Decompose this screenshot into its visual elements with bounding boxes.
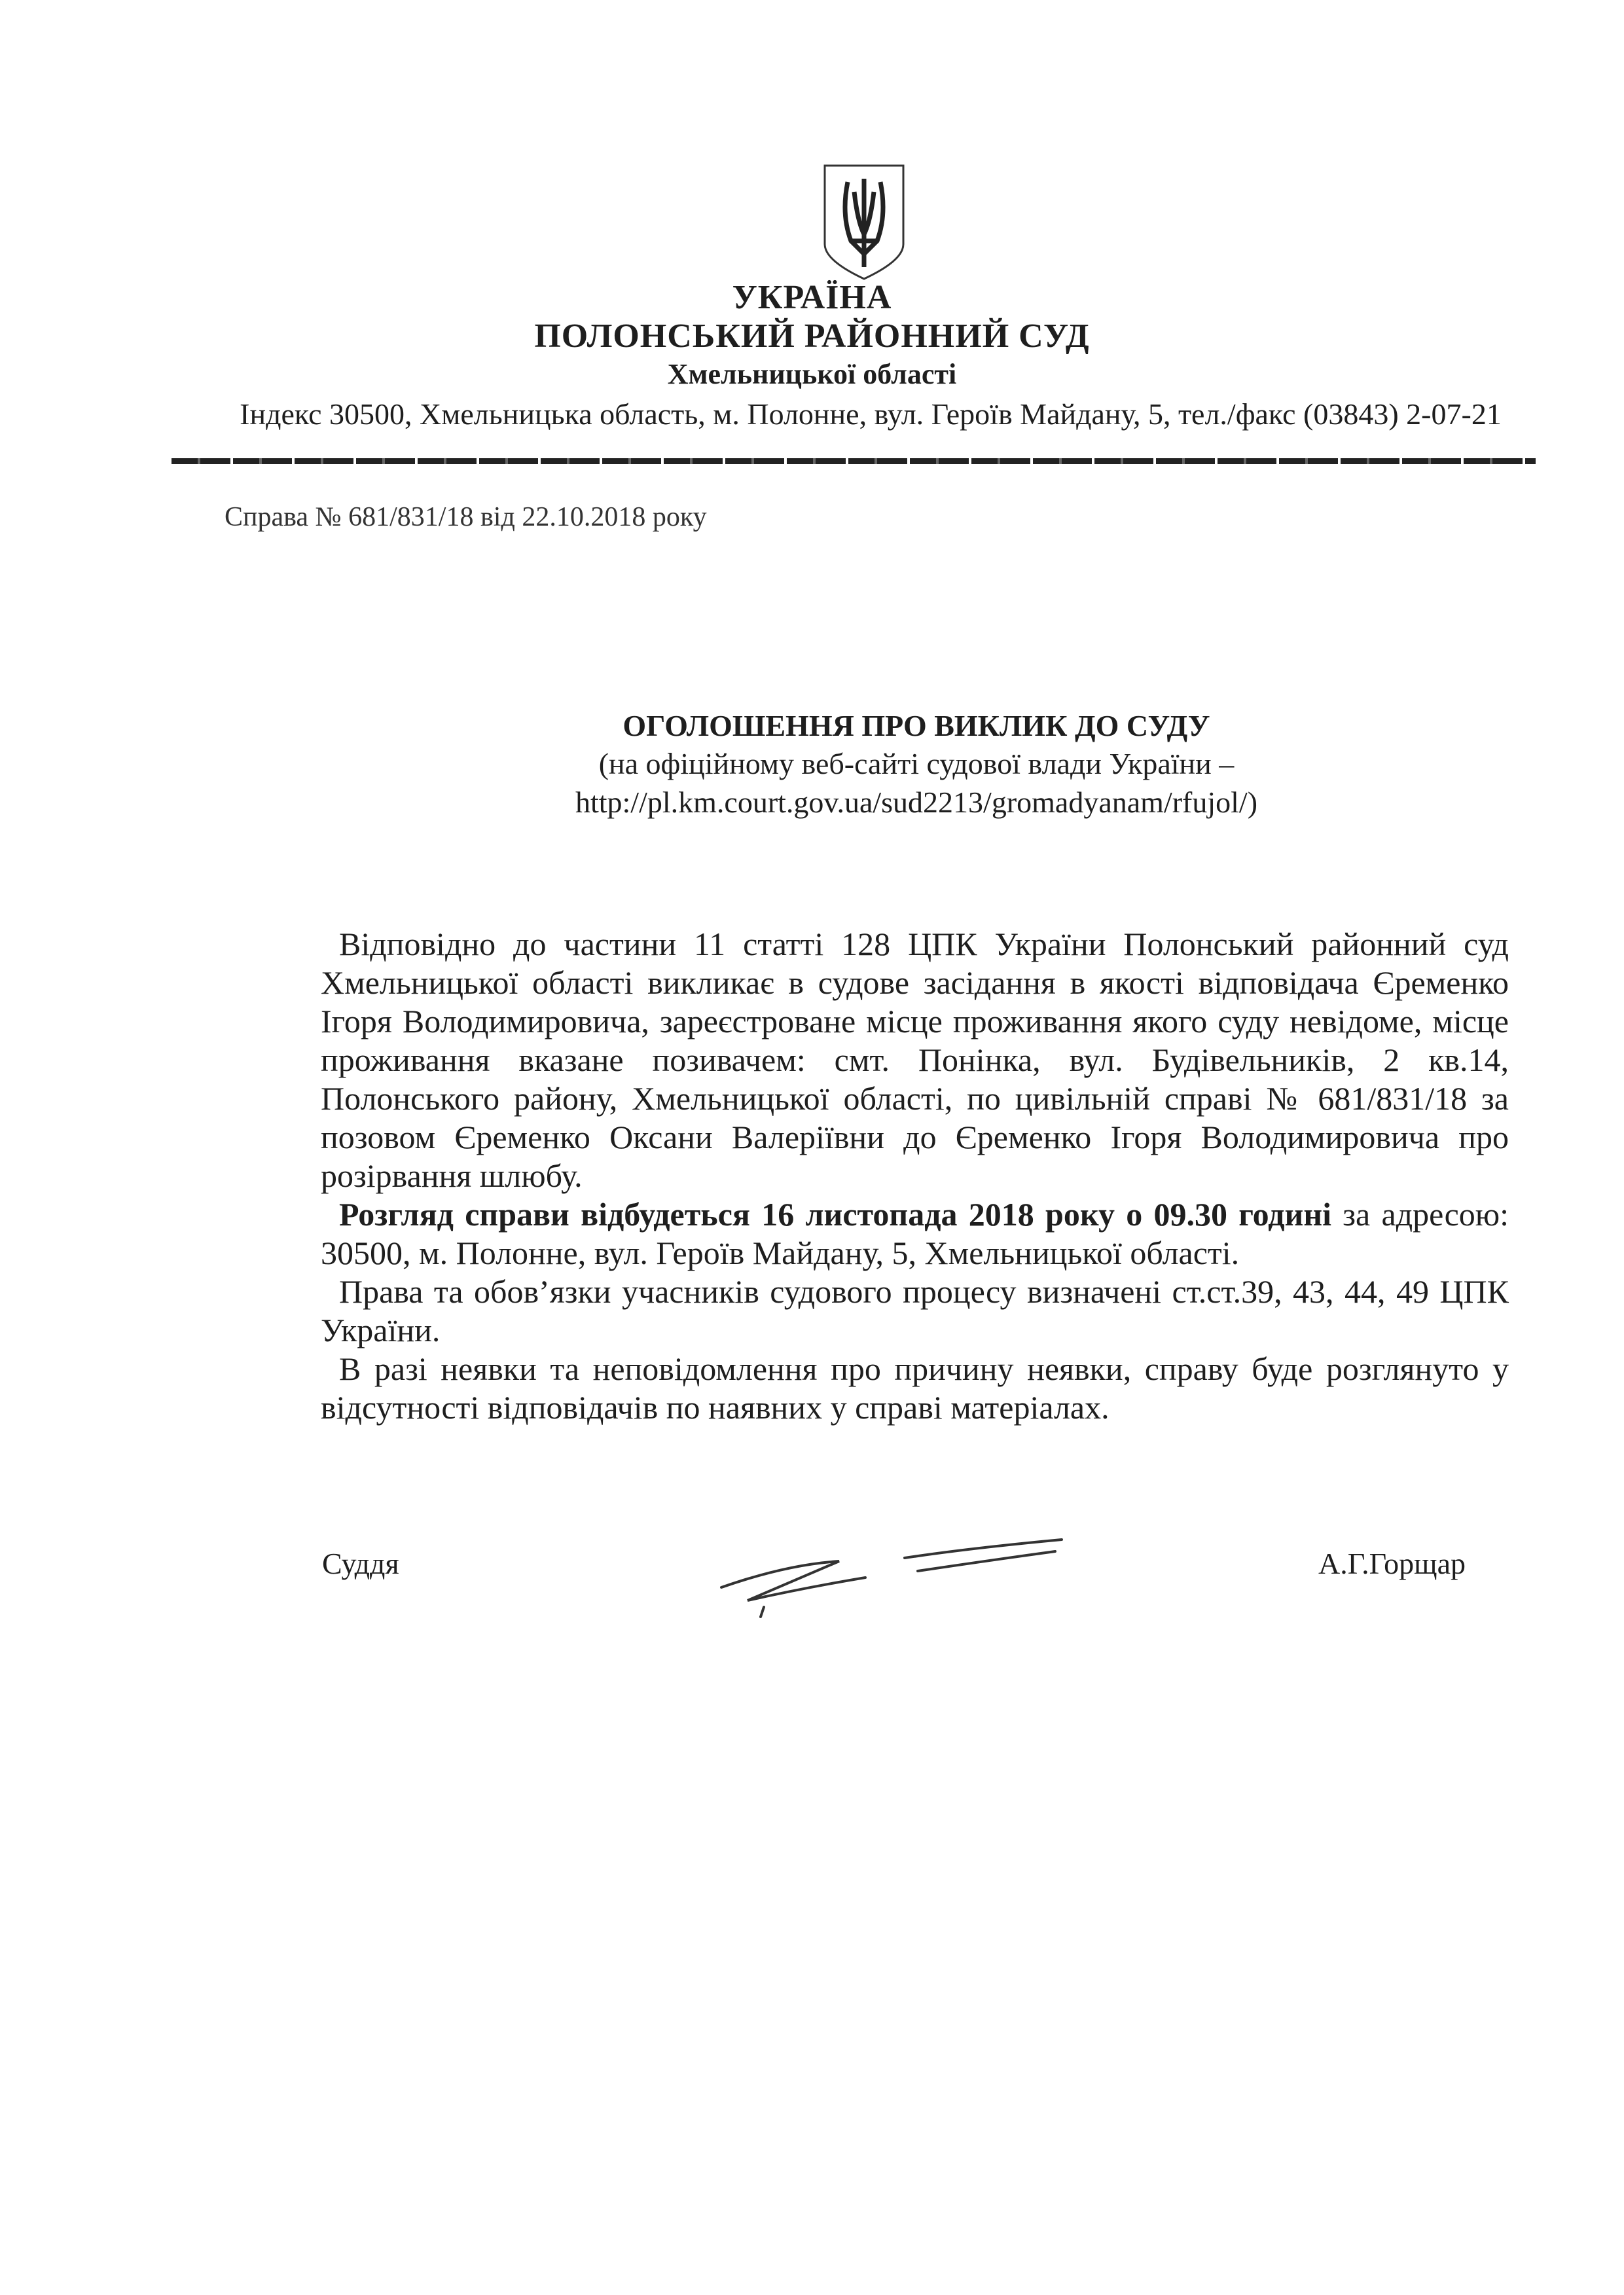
court-address: Індекс 30500, Хмельницька область, м. Полонне, вул. Героїв Майдану, 5, тел./факс (03843) 2-07-21: [240, 397, 1502, 431]
coat-of-arms-icon: [821, 162, 907, 280]
paragraph-rights: Права та обов’язки учасників судового процесу визначені ст.ст.39, 43, 44, 49 ЦПК України.: [321, 1273, 1509, 1348]
notice-subtitle: (на офіційному веб-сайті судової влади України –: [598, 747, 1235, 780]
signature-role: Суддя: [322, 1547, 399, 1580]
paragraph-hearing: [321, 1195, 1509, 1273]
court-heading: ПОЛОНСЬКИЙ РАЙОННИЙ СУД: [534, 317, 1090, 355]
header-divider: [171, 458, 1536, 464]
hearing-date: Розгляд справи відбудеться 16 листопада 2018 року о 09.30 годині: [339, 1196, 1332, 1233]
notice-title: ОГОЛОШЕННЯ ПРО ВИКЛИК ДО СУДУ: [623, 709, 1210, 742]
paragraph-absence: В разі неявки та неповідомлення про причину неявки, справу буде розглянуто у відсутності відповідачів по наявних у справі матеріалах.: [321, 1350, 1509, 1426]
hearing-address: за адресою: 30500, м. Полонне, вул. Героїв Майдану, 5, Хмельницької області.: [321, 1196, 1509, 1271]
signature-image: [708, 1525, 1065, 1620]
paragraph-summons: Відповідно до частини 11 статті 128 ЦПК України Полонський районний суд Хмельницької області викликає в судове засідання в якості відповідача Єременко Ігоря Володимировича, зареєстроване місце проживання якого суду невідоме, місце проживання вказане позивачем: смт. Понінка, вул. Будівельників, 2 кв.14, Полонського району, Хмельницької області, по цивільній справі № 681/831/18 за позовом Єременко Оксани Валеріївни до Єременко Ігоря Володимировича про розірвання шлюбу.: [321, 926, 1509, 1194]
notice-body: [321, 925, 1509, 1427]
judge-name: А.Г.Горщар: [1318, 1547, 1466, 1580]
country-heading: УКРАЇНА: [732, 279, 892, 316]
notice-url[interactable]: http://pl.km.court.gov.ua/sud2213/gromadyanam/rfujol/): [575, 786, 1258, 819]
case-reference: Справа № 681/831/18 від 22.10.2018 року: [225, 502, 707, 532]
region-heading: Хмельницької області: [667, 358, 957, 390]
